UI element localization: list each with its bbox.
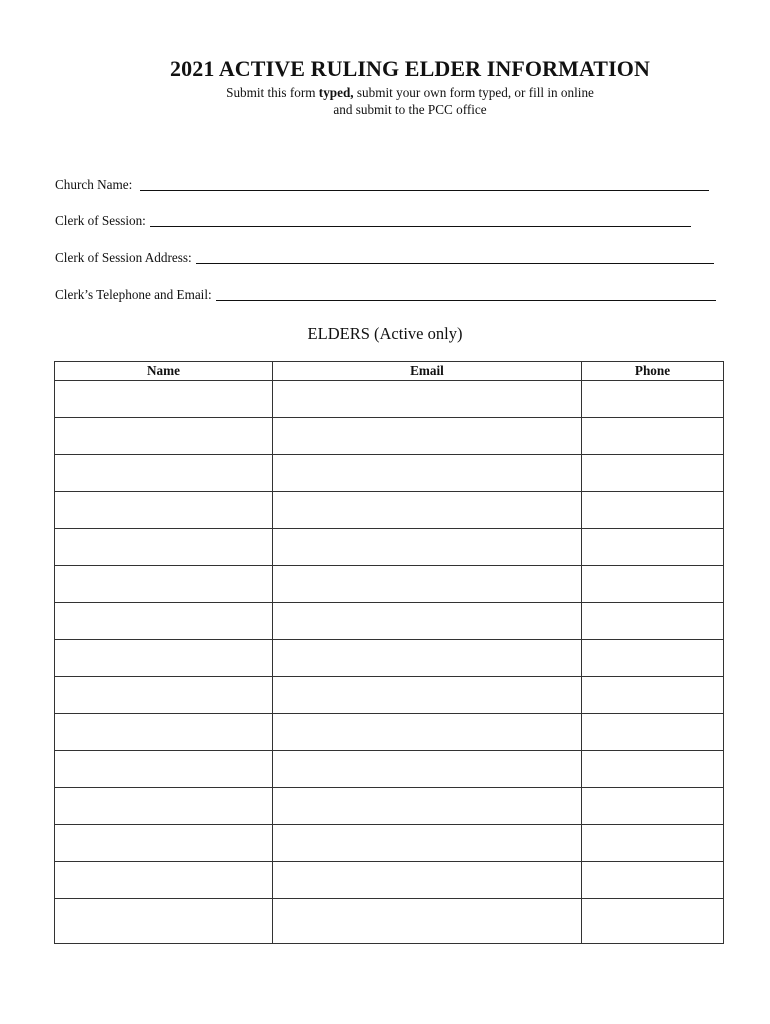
email-cell[interactable] (273, 677, 582, 714)
table-row (55, 862, 724, 899)
email-cell[interactable] (273, 492, 582, 529)
clerk-of-session-field (55, 211, 691, 229)
phone-cell[interactable] (582, 788, 724, 825)
clerk-contact-label: Clerk’s Telephone and Email: (55, 287, 212, 302)
phone-cell[interactable] (582, 418, 724, 455)
name-cell[interactable] (55, 640, 273, 677)
church-name-input-line[interactable] (140, 189, 709, 191)
instructions-line-2: and submit to the PCC office (333, 101, 487, 117)
table-row (55, 677, 724, 714)
table-row (55, 492, 724, 529)
name-cell[interactable] (55, 788, 273, 825)
email-cell[interactable] (273, 566, 582, 603)
instructions-suffix: submit your own form typed, or fill in online (356, 85, 594, 100)
email-cell[interactable] (273, 455, 582, 492)
email-cell[interactable] (273, 529, 582, 566)
clerk-contact-input-line[interactable] (216, 299, 716, 301)
phone-cell[interactable] (582, 529, 724, 566)
email-cell[interactable] (273, 862, 582, 899)
name-cell[interactable] (55, 566, 273, 603)
elders-table-header (55, 362, 724, 381)
elders-section-title: ELDERS (Active only) (307, 324, 463, 343)
email-cell[interactable] (273, 603, 582, 640)
email-cell[interactable] (273, 788, 582, 825)
table-row (55, 603, 724, 640)
clerk-address-field (55, 248, 714, 266)
table-row (55, 825, 724, 862)
name-cell[interactable] (55, 529, 273, 566)
phone-cell[interactable] (582, 751, 724, 788)
phone-cell[interactable] (582, 677, 724, 714)
elders-table (54, 361, 724, 944)
phone-cell[interactable] (582, 381, 724, 418)
table-row (55, 529, 724, 566)
column-header-phone: Phone (582, 362, 724, 381)
clerk-of-session-label: Clerk of Session: (55, 213, 146, 228)
clerk-of-session-input-line[interactable] (150, 225, 691, 227)
table-row (55, 455, 724, 492)
name-cell[interactable] (55, 862, 273, 899)
name-cell[interactable] (55, 418, 273, 455)
phone-cell[interactable] (582, 899, 724, 944)
table-row (55, 381, 724, 418)
email-cell[interactable] (273, 899, 582, 944)
instructions-emphasis: typed, (318, 85, 354, 100)
phone-cell[interactable] (582, 640, 724, 677)
church-name-field (55, 175, 709, 193)
name-cell[interactable] (55, 677, 273, 714)
email-cell[interactable] (273, 418, 582, 455)
phone-cell[interactable] (582, 862, 724, 899)
church-name-label: Church Name: (55, 177, 133, 192)
email-cell[interactable] (273, 751, 582, 788)
phone-cell[interactable] (582, 825, 724, 862)
email-cell[interactable] (273, 381, 582, 418)
table-row (55, 751, 724, 788)
table-row (55, 899, 724, 944)
phone-cell[interactable] (582, 714, 724, 751)
instructions-prefix: Submit this form (226, 85, 316, 100)
email-cell[interactable] (273, 825, 582, 862)
table-row (55, 640, 724, 677)
name-cell[interactable] (55, 714, 273, 751)
table-row (55, 788, 724, 825)
name-cell[interactable] (55, 751, 273, 788)
phone-cell[interactable] (582, 603, 724, 640)
name-cell[interactable] (55, 381, 273, 418)
table-row (55, 714, 724, 751)
phone-cell[interactable] (582, 455, 724, 492)
clerk-address-label: Clerk of Session Address: (55, 250, 192, 265)
email-cell[interactable] (273, 714, 582, 751)
name-cell[interactable] (55, 492, 273, 529)
table-row (55, 418, 724, 455)
phone-cell[interactable] (582, 566, 724, 603)
column-header-email: Email (273, 362, 582, 381)
form-instructions (0, 85, 770, 118)
name-cell[interactable] (55, 455, 273, 492)
column-header-name: Name (55, 362, 273, 381)
phone-cell[interactable] (582, 492, 724, 529)
email-cell[interactable] (273, 640, 582, 677)
table-row (55, 566, 724, 603)
clerk-address-input-line[interactable] (196, 262, 714, 264)
name-cell[interactable] (55, 825, 273, 862)
name-cell[interactable] (55, 603, 273, 640)
name-cell[interactable] (55, 899, 273, 944)
form-title: 2021 ACTIVE RULING ELDER INFORMATION (170, 56, 650, 81)
clerk-contact-field (55, 285, 716, 303)
